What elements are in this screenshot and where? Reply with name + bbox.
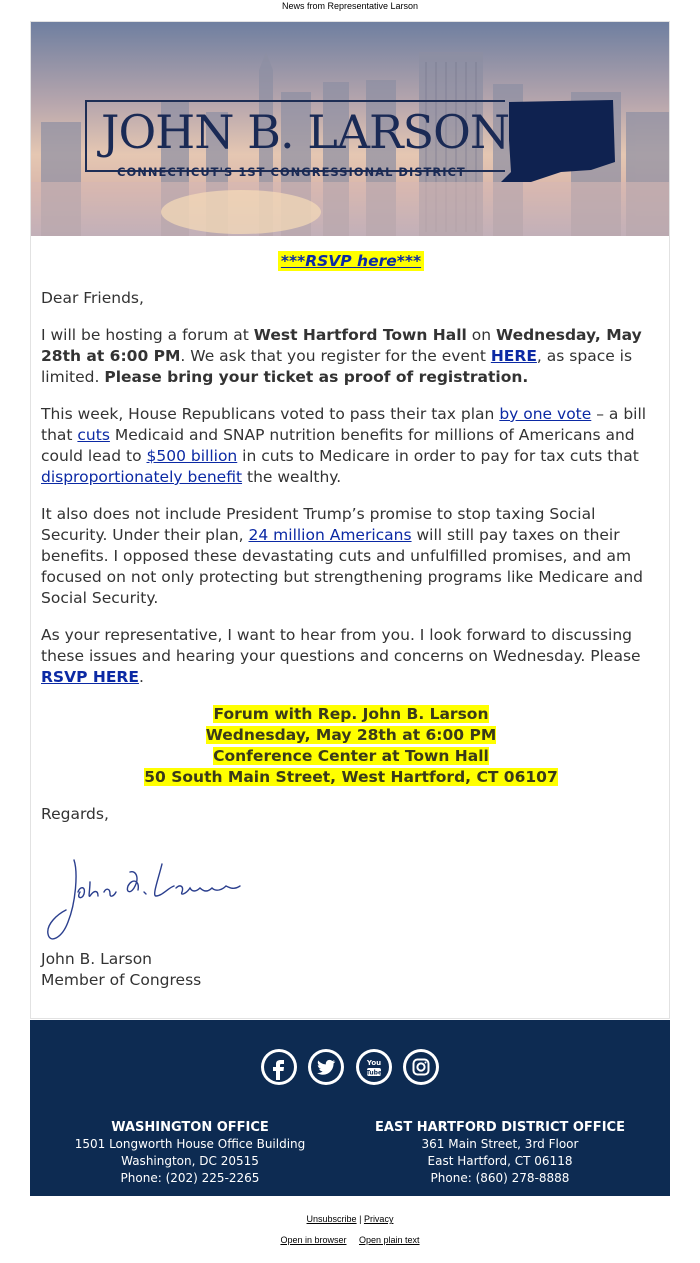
text: , as space is limited.: [41, 347, 633, 386]
unsubscribe-row: [0, 1214, 700, 1224]
footer: [30, 1020, 670, 1196]
office-address-line: East Hartford, CT 06118: [427, 1154, 573, 1168]
bold-text: Please bring your ticket as proof of registration.: [104, 368, 529, 386]
signer-name: John B. Larson: [41, 950, 153, 968]
email-card: [30, 21, 670, 1019]
office-title: WASHINGTON OFFICE: [111, 1120, 269, 1135]
preheader-text: News from Representative Larson: [281, 1, 419, 11]
svg-text:You: You: [366, 1059, 381, 1067]
bold-text: West Hartford Town Hall: [253, 326, 467, 344]
open-plain-text-link[interactable]: Open plain text: [359, 1235, 420, 1245]
office-address-line: 361 Main Street, 3rd Floor: [421, 1137, 579, 1151]
header-banner: [31, 22, 670, 236]
instagram-icon[interactable]: [403, 1049, 439, 1085]
register-link[interactable]: HERE: [490, 347, 537, 365]
text: on: [466, 326, 497, 344]
social-links: [30, 1049, 670, 1085]
banner-name: JOHN B. LARSON: [101, 105, 510, 159]
text: This week, House Republicans voted to pass their tax plan: [41, 405, 500, 423]
24-million-link[interactable]: 24 million Americans: [248, 526, 412, 544]
east-hartford-office: [340, 1119, 660, 1187]
youtube-icon[interactable]: [356, 1049, 392, 1085]
office-title: EAST HARTFORD DISTRICT OFFICE: [375, 1120, 625, 1135]
forum-address: 50 South Main Street, West Hartford, CT 06107: [144, 768, 558, 786]
twitter-icon[interactable]: [308, 1049, 344, 1085]
forum-title: Forum with Rep. John B. Larson: [213, 705, 489, 723]
bold-text: Wednesday, May 28th at 6:00 PM: [41, 326, 642, 365]
washington-office: [30, 1119, 350, 1187]
paragraph-forum: [41, 325, 661, 388]
signature-image: [44, 852, 274, 956]
text: . We ask that you register for the event: [180, 347, 491, 365]
office-address-line: Washington, DC 20515: [121, 1154, 259, 1168]
rsvp-top: [31, 251, 670, 270]
by-one-vote-link[interactable]: by one vote: [499, 405, 592, 423]
closing: Regards,: [41, 805, 109, 823]
svg-text:Tube: Tube: [365, 1069, 382, 1077]
open-in-browser-link[interactable]: Open in browser: [280, 1235, 347, 1245]
paragraph-tax-plan: [41, 404, 661, 488]
text: Medicaid and SNAP nutrition benefits for millions of Americans and could lead to: [41, 426, 635, 465]
office-address-line: 1501 Longworth House Office Building: [74, 1137, 306, 1151]
signer-title: Member of Congress: [41, 971, 202, 989]
signature-icon: [44, 852, 274, 952]
text: It also does not include President Trump’s promise to stop taxing Social Security. Under their plan,: [41, 505, 596, 544]
signer-block: [41, 949, 201, 991]
text: will still pay taxes on their benefits. I opposed these devastating cuts and unfulfilled promises, and am focused on not only protecting but strengthening programs like Medicare and Social Security.: [41, 526, 643, 607]
banner-district: CONNECTICUT'S 1ST CONGRESSIONAL DISTRICT: [117, 165, 466, 179]
office-phone: Phone: (202) 225-2265: [120, 1171, 260, 1185]
link-separator: |: [359, 1214, 362, 1224]
text: I will be hosting a forum at: [41, 326, 254, 344]
forum-venue: Conference Center at Town Hall: [213, 747, 489, 765]
greeting: Dear Friends,: [41, 289, 144, 307]
privacy-link[interactable]: Privacy: [363, 1214, 394, 1224]
text: .: [138, 668, 144, 686]
rsvp-top-link[interactable]: ***RSVP here***: [278, 251, 424, 271]
email-body: [41, 288, 661, 841]
office-phone: Phone: (860) 278-8888: [430, 1171, 570, 1185]
open-links-row: [0, 1235, 700, 1245]
forum-datetime: Wednesday, May 28th at 6:00 PM: [205, 726, 497, 744]
paragraph-rsvp: [41, 625, 661, 688]
forum-details: [41, 704, 661, 788]
paragraph-social-security: [41, 504, 661, 609]
text: the wealthy.: [242, 468, 342, 486]
disproportionately-benefit-link[interactable]: disproportionately benefit: [41, 468, 243, 486]
500-billion-link[interactable]: $500 billion: [146, 447, 238, 465]
text: – a bill that: [41, 405, 647, 444]
text: in cuts to Medicare in order to pay for tax cuts that: [237, 447, 639, 465]
facebook-icon[interactable]: [261, 1049, 297, 1085]
text: As your representative, I want to hear from you. I look forward to discussing these issues and hearing your questions and concerns on Wednesday. Please: [41, 626, 641, 665]
rsvp-here-link[interactable]: RSVP HERE: [41, 668, 139, 686]
cuts-link[interactable]: cuts: [77, 426, 110, 444]
unsubscribe-link[interactable]: Unsubscribe: [306, 1214, 357, 1224]
